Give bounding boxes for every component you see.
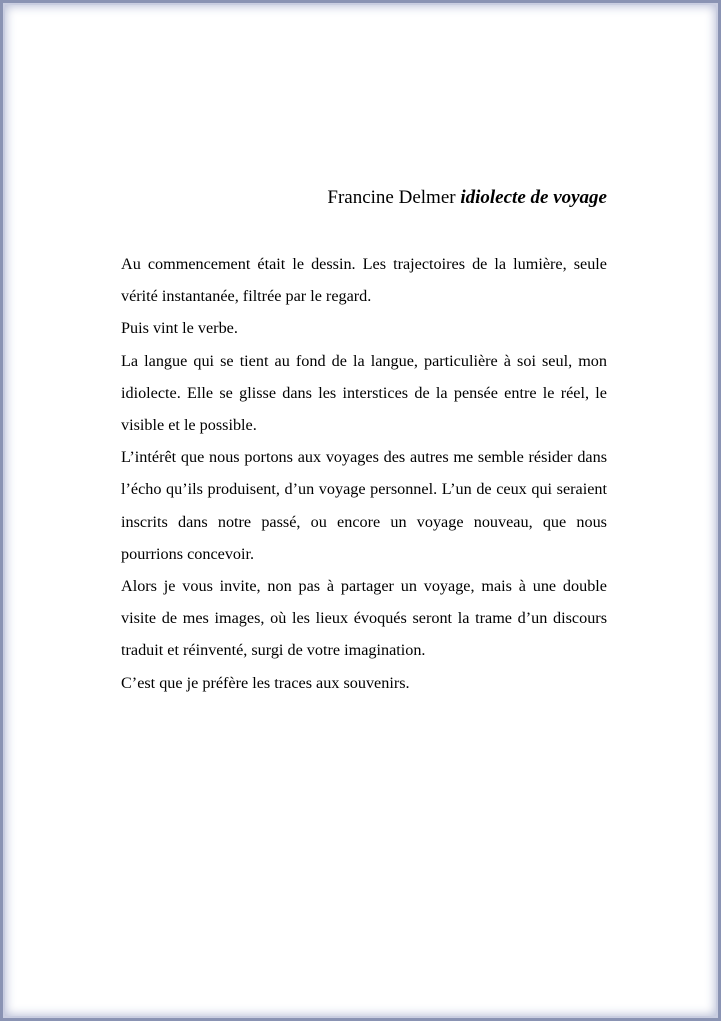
- paragraph: La langue qui se tient au fond de la langue, particulière à soi seul, mon idiolecte. Elle se glisse dans les interstices de la pensée entre le réel, le visible et le possible.: [121, 351, 607, 435]
- paragraph: Alors je vous invite, non pas à partager un voyage, mais à une double visite de mes images, où les lieux évoqués seront la trame d’un discours traduit et réinventé, surgi de votre imagination.: [121, 577, 607, 660]
- paragraph: Au commencement était le dessin. Les trajectoires de la lumière, seule vérité instantanée, filtrée par le regard.: [121, 255, 607, 306]
- page-heading: [121, 185, 607, 211]
- paragraph: L’intérêt que nous portons aux voyages des autres me semble résider dans l’écho qu’ils produisent, d’un voyage personnel. L’un de ceux qui seraient inscrits dans notre passé, ou encore un voyage nouveau, que nous pourrions concevoir.: [121, 448, 607, 563]
- body-text: [121, 248, 607, 699]
- paragraph: Puis vint le verbe.: [121, 319, 238, 338]
- paragraph: C’est que je préfère les traces aux souvenirs.: [121, 673, 410, 692]
- author-name: Francine Delmer: [327, 187, 456, 208]
- work-title: idiolecte de voyage: [460, 187, 607, 208]
